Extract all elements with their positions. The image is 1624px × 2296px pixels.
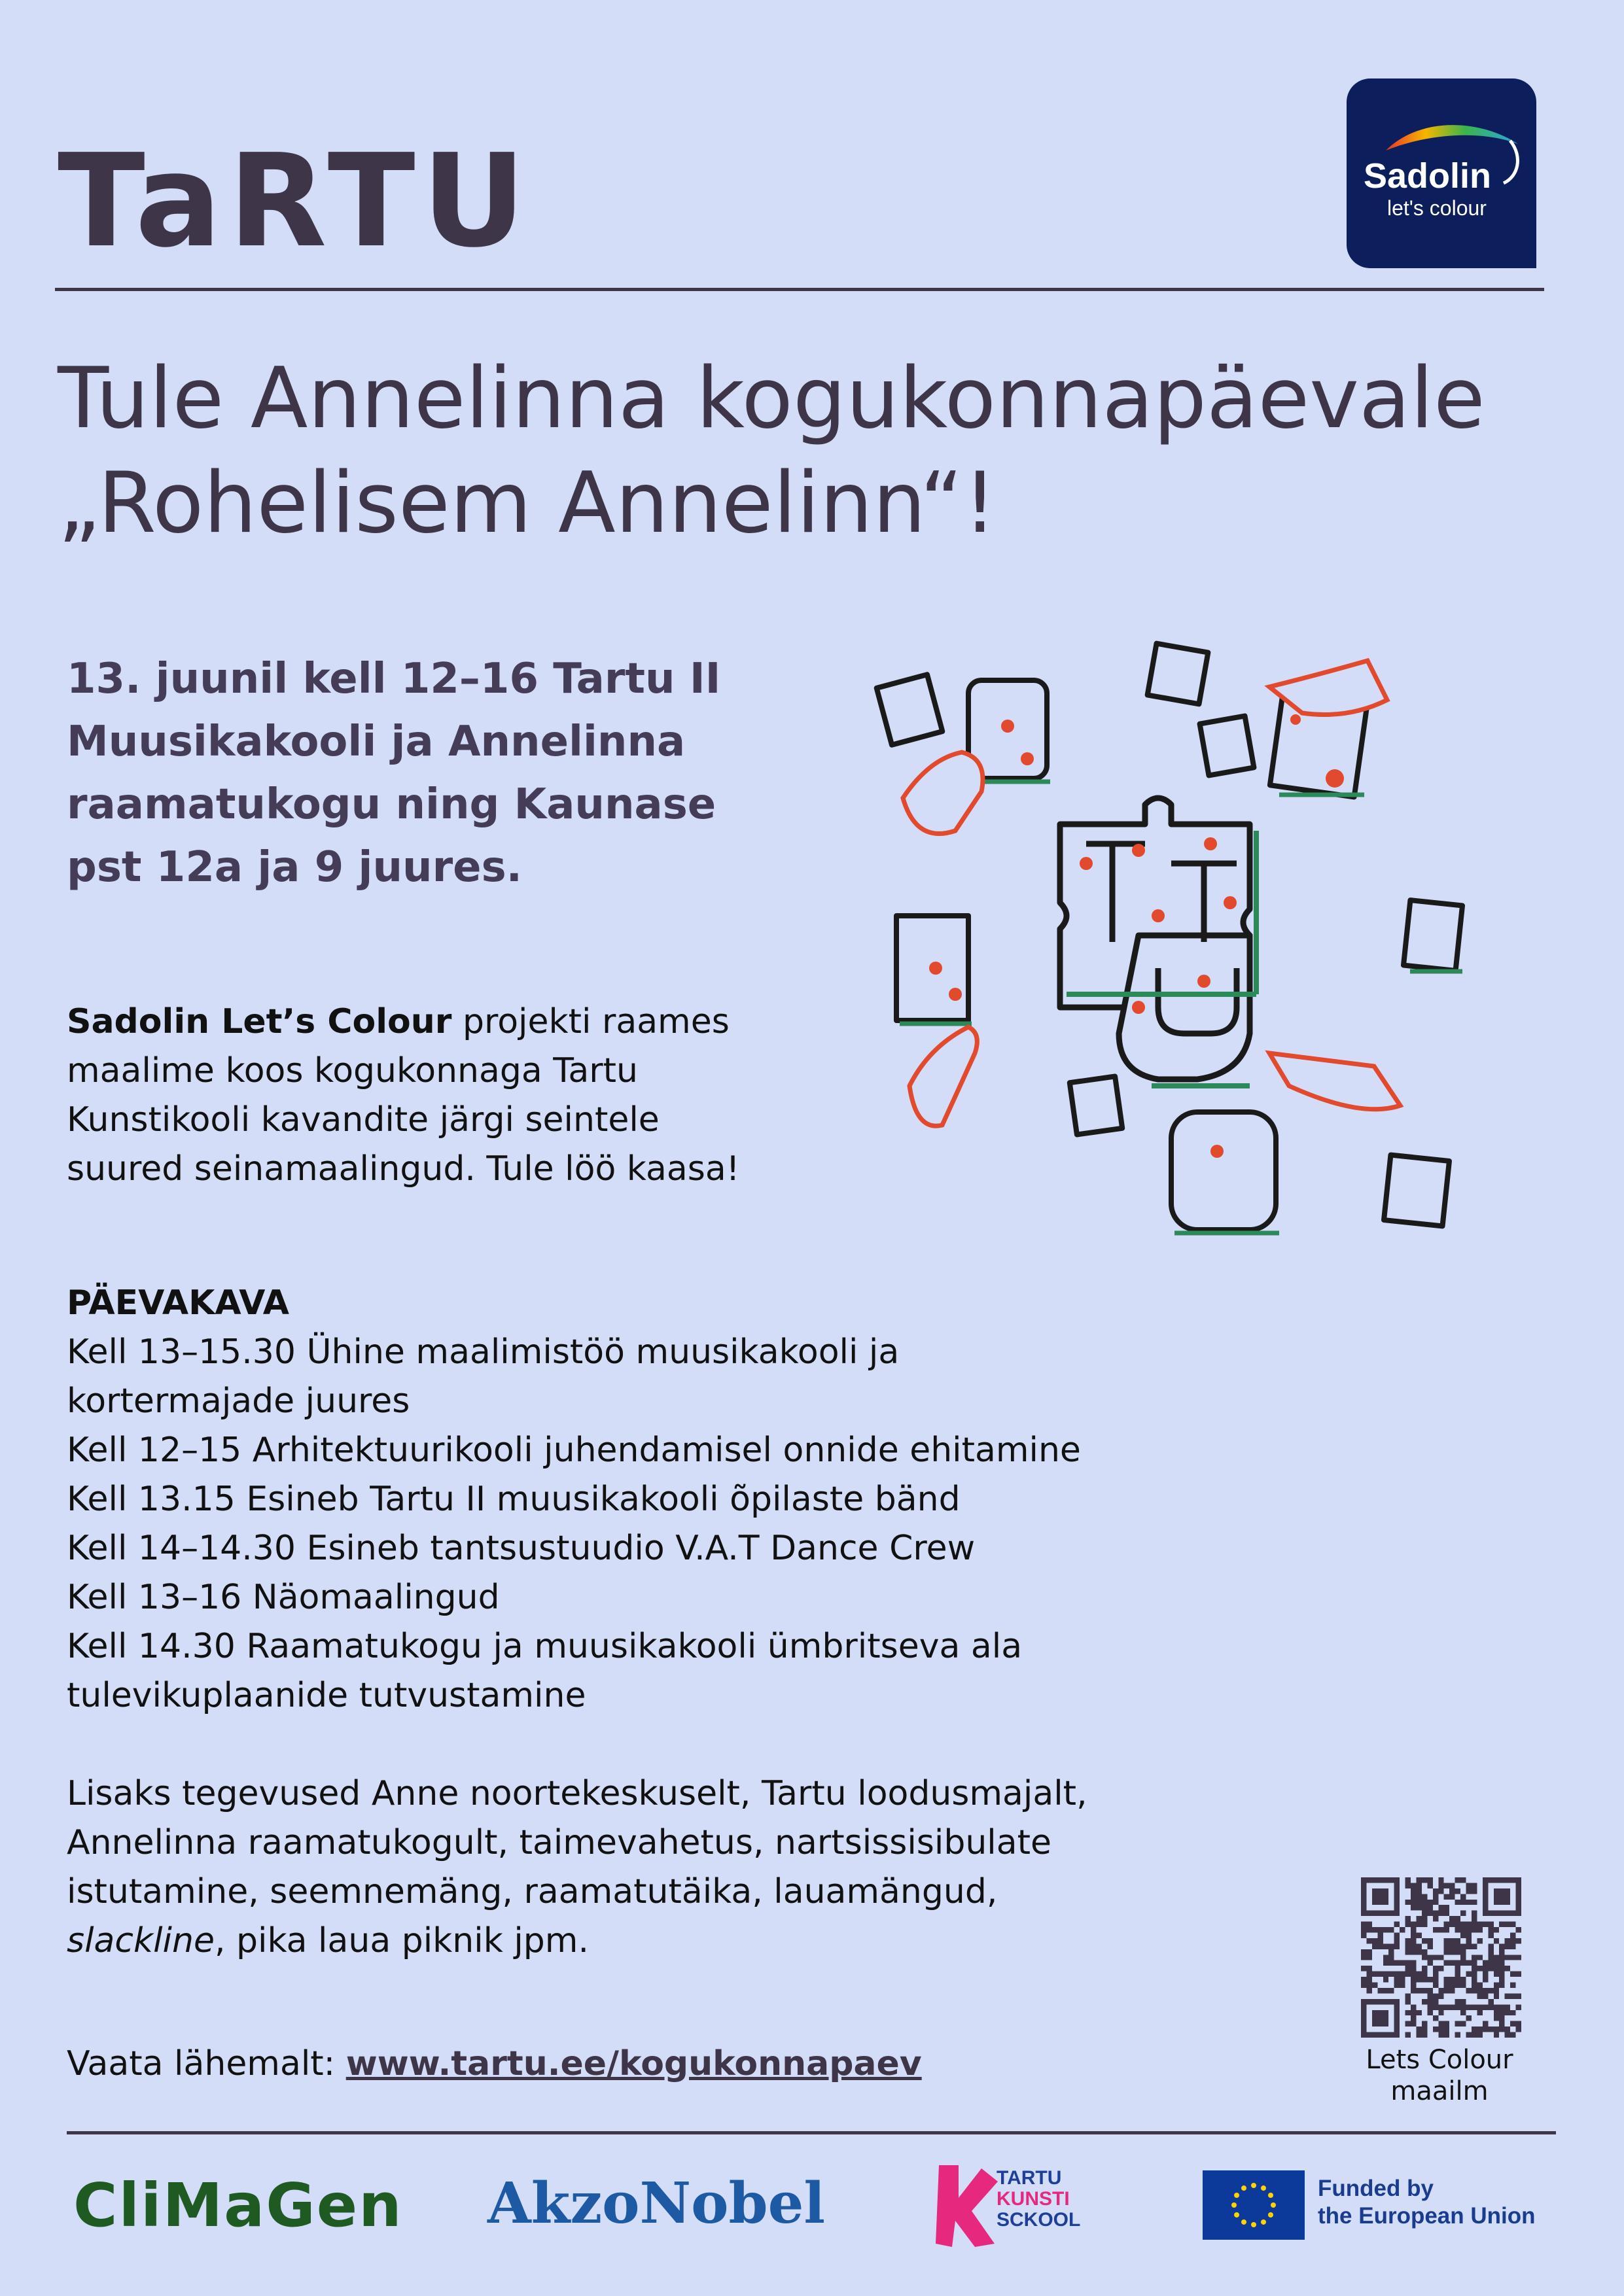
qr-finder bbox=[1483, 1877, 1521, 1916]
kunstikool-line: TARTU bbox=[997, 2167, 1062, 2189]
akzonobel-logo: AkzoNobel bbox=[487, 2170, 825, 2236]
program-item: tulevikuplaanide tutvustamine bbox=[67, 1676, 586, 1715]
eu-funding-text bbox=[1318, 2175, 1536, 2230]
title-line-2: „Rohelisem Annelinn“! bbox=[58, 455, 997, 552]
header-divider bbox=[55, 288, 1544, 291]
extra-activities bbox=[67, 1769, 1244, 1966]
eu-star bbox=[1241, 2185, 1246, 2191]
qr-caption bbox=[1309, 2044, 1570, 2107]
program-item: Kell 14–14.30 Esineb tantsustuudio V.A.T Dance Crew bbox=[67, 1529, 976, 1568]
program-item: Kell 14.30 Raamatukogu ja muusikakooli ümbritseva ala bbox=[67, 1627, 1023, 1666]
puzzle-letters-illustration bbox=[864, 628, 1518, 1262]
qr-caption-line: Lets Colour bbox=[1366, 2045, 1513, 2075]
intro-line: maalime koos kogukonnaga Tartu bbox=[67, 1051, 639, 1090]
extra-line bbox=[67, 1917, 1244, 1966]
subhead-line: pst 12a ja 9 juures. bbox=[67, 843, 522, 892]
more-label: Vaata lähemalt: bbox=[67, 2044, 346, 2083]
sadolin-tagline: let's colour bbox=[1387, 196, 1487, 220]
kunstikool-line: SCKOOL bbox=[997, 2209, 1081, 2231]
event-link[interactable]: www.tartu.ee/kogukonnapaev bbox=[345, 2044, 922, 2083]
qr-caption-line: maailm bbox=[1390, 2076, 1489, 2106]
eu-text-line: Funded by bbox=[1318, 2176, 1434, 2201]
eu-star bbox=[1261, 2219, 1266, 2225]
subhead-line: raamatukogu ning Kaunase bbox=[67, 780, 716, 829]
climagen-logo: CliMaGen bbox=[73, 2170, 403, 2240]
eu-text-line: the European Union bbox=[1318, 2203, 1536, 2229]
eu-star bbox=[1251, 2183, 1256, 2188]
event-time-location bbox=[67, 648, 852, 899]
eu-star bbox=[1268, 2212, 1273, 2218]
program-heading: PÄEVAKAVA bbox=[67, 1283, 290, 1323]
intro-bold-lead: Sadolin Let’s Colour bbox=[67, 1002, 452, 1041]
eu-star bbox=[1241, 2219, 1246, 2225]
intro-line: suured seinamaalingud. Tule löö kaasa! bbox=[67, 1149, 740, 1189]
extra-italic: slackline bbox=[67, 1921, 215, 1960]
eu-star bbox=[1231, 2202, 1237, 2208]
kunstikool-line: KUNSTI bbox=[997, 2188, 1070, 2210]
extra-line: istutamine, seemnemäng, raamatutäika, lauamängud, bbox=[67, 1872, 998, 1911]
eu-flag-icon bbox=[1203, 2170, 1305, 2240]
subhead-line: Muusikakooli ja Annelinna bbox=[67, 718, 686, 766]
extra-line: Annelinna raamatukogult, taimevahetus, nartsissisibulate bbox=[67, 1823, 1051, 1862]
intro-paragraph bbox=[67, 998, 885, 1194]
footer-divider bbox=[67, 2131, 1556, 2134]
extra-line: Lisaks tegevused Anne noortekeskuselt, Tartu loodusmajalt, bbox=[67, 1774, 1087, 1813]
sadolin-logo bbox=[1347, 78, 1536, 268]
eu-star bbox=[1251, 2222, 1256, 2227]
qr-finder bbox=[1361, 1877, 1400, 1916]
kunstikool-k-icon bbox=[926, 2159, 998, 2250]
eu-star bbox=[1234, 2212, 1239, 2218]
program-item: Kell 13–15.30 Ühine maalimistöö muusikakooli ja bbox=[67, 1332, 900, 1372]
eu-star bbox=[1271, 2202, 1276, 2208]
eu-star bbox=[1268, 2193, 1273, 2198]
program-section bbox=[67, 1279, 1244, 1720]
qr-finder bbox=[1361, 1999, 1400, 2038]
program-item: Kell 12–15 Arhitektuurikooli juhendamisel onnide ehitamine bbox=[67, 1431, 1081, 1470]
program-item: kortermajade juures bbox=[67, 1382, 410, 1421]
intro-line-rest: projekti raames bbox=[451, 1002, 730, 1041]
subhead-line: 13. juunil kell 12–16 Tartu II bbox=[67, 655, 721, 703]
tartu-logo: TaRTU bbox=[58, 127, 533, 276]
more-info bbox=[67, 2044, 922, 2083]
qr-code[interactable] bbox=[1361, 1877, 1521, 2038]
sadolin-brand: Sadolin bbox=[1364, 156, 1492, 196]
program-item: Kell 13–16 Näomaalingud bbox=[67, 1578, 500, 1617]
eu-star bbox=[1261, 2185, 1266, 2191]
page-title bbox=[58, 347, 1562, 556]
title-line-1: Tule Annelinna kogukonnapäevale bbox=[58, 350, 1485, 447]
program-item: Kell 13.15 Esineb Tartu II muusikakooli õpilaste bänd bbox=[67, 1480, 961, 1519]
tartu-kunstikool-logo bbox=[926, 2159, 1089, 2250]
eu-star bbox=[1234, 2193, 1239, 2198]
extra-line-rest: , pika laua piknik jpm. bbox=[214, 1921, 589, 1960]
intro-line: Kunstikooli kavandite järgi seintele bbox=[67, 1100, 660, 1139]
intro-line bbox=[67, 998, 885, 1047]
